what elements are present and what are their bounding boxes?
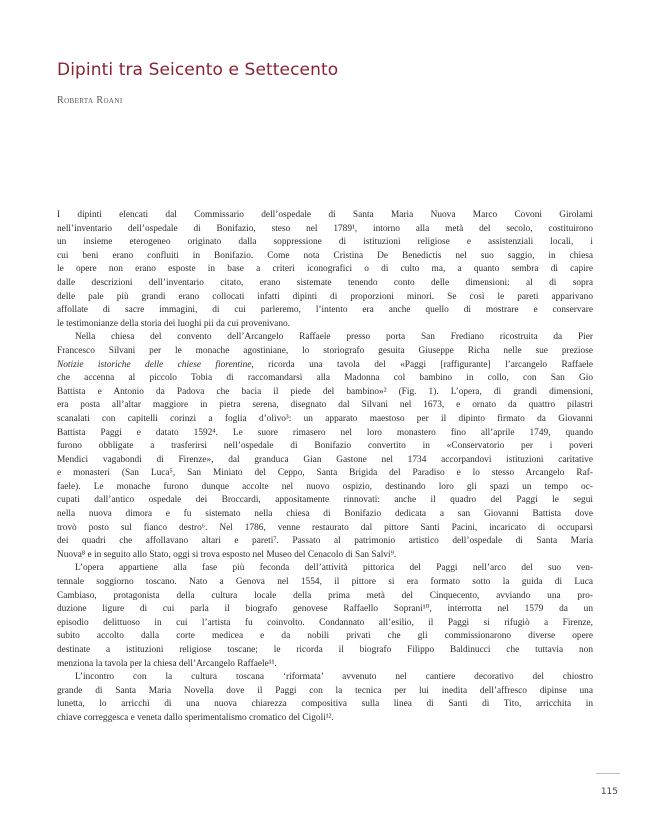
text-line: I dipinti elencati dal Commissario dell’ospedale di Santa Maria Nuova Marco Covoni Girolami xyxy=(57,210,593,220)
text-line: Nuova⁸ e in seguito allo Stato, oggi si trova esposto nel Museo del Cenacolo di San Salvi⁹. xyxy=(57,549,397,560)
text-line: dalle descrizioni dell’inventario citato, erano sistemate tenendo conto delle dimensioni: al di sopra xyxy=(57,277,593,288)
text-line: delle pale più grandi erano collocati infatti dipinti di proporzioni minori. Se così le pareti apparivano xyxy=(57,291,593,302)
text-line: episodio delittuoso in cui l’artista fu coinvolto. Condannato all’esilio, il Paggi si rifugiò a Firenze, xyxy=(57,617,593,628)
text-line: affollate di sacre immagini, di cui parleremo, l’intento era anche quello di mostrare e conservare xyxy=(57,305,593,316)
text-line: e monasteri (San Luca⁵, San Miniato del Ceppo, Santa Brigida del Paradiso e lo stesso Arcangelo Raf- xyxy=(57,468,593,479)
text-line: faele). Le monache furono dunque accolte nel nuovo ospizio, destinando loro gli spazi un tempo oc- xyxy=(57,481,593,492)
text-line: le testimonianze della storia dei luoghi pii da cui provenivano. xyxy=(57,318,291,329)
text-line: menziona la tavola per la chiesa dell’Arcangelo Raffaele¹¹. xyxy=(57,658,277,669)
article-title: Dipinti tra Seicento e Settecento xyxy=(57,60,339,80)
text-line: cui beni erano confluiti in Bonifazio. Come nota Cristina De Benedictis nel suo saggio, in chiesa xyxy=(57,250,593,261)
text-line: lunetta, lo arricchì di una nuova chiarezza compositiva sulla linea di Santi di Tito, arricchita in xyxy=(57,699,593,710)
text-line: era posta all’altar maggiore in pietra serena, disegnato dal Silvani nel 1673, e ornato da quattro pilastri xyxy=(57,400,593,411)
text-line: Battista Paggi e datato 1592⁴. Le suore rimasero nel loro monastero fino all’aprile 1749, quando xyxy=(57,427,593,438)
text-line: L’opera appartiene alla fase più feconda dell’attività pittorica del Paggi nell’arco del suo ven- xyxy=(75,563,593,574)
text-line: destinate a istituzioni religiose toscane; le ricorda il biografo Filippo Baldinucci che tuttavia non xyxy=(57,645,593,655)
text-line: furono obbligate a trasferirsi nell’ospedale di Bonifazio convertito in «Conservatorio per i poveri xyxy=(57,441,593,452)
text-line: grande di Santa Maria Novella dove il Paggi con la tecnica per lui inedita dell’affresco dipinse una xyxy=(57,685,593,696)
text-line: dei quadri che affollavano altari e pareti⁷. Passato al patrimonio artistico dell’ospedale di Santa Maria xyxy=(57,536,593,547)
text-line: Francesco Silvani per le monache agostiniane, lo storiografo gesuita Giuseppe Richa nelle sue preziose xyxy=(57,345,593,356)
text-line: che accenna al piccolo Tobia di raccomandarsi alla Madonna col bambino in collo, con San Gio xyxy=(57,373,593,384)
text-line: Nella chiesa del convento dell’Arcangelo Raffaele presso porta San Frediano ricostruita da Pier xyxy=(75,332,593,343)
author-name: Roberta Roani xyxy=(57,95,123,106)
article-body xyxy=(57,209,593,726)
text-line: chiave correggesca e veneta dallo sperimentalismo cromatico del Cigoli¹². xyxy=(57,712,334,723)
text-line: subito accolto dalla corte medicea e da nobili privati che gli commissionarono diverse opere xyxy=(57,631,593,642)
text-line: scanalati con capitelli corinzi a foglia d’olivo³: un apparato maestoso per il dipinto firmato da Giovanni xyxy=(57,413,593,424)
text-line: trovò posto sul fianco destro⁶. Nel 1786, venne restaurato dal pittore Santi Pacini, incaricato di occuparsi xyxy=(57,522,593,533)
text-line: nella nuova dimora e fu sistemato nella chiesa di Bonifazio dedicata a san Giovanni Battista dove xyxy=(57,509,593,520)
book-title: Notizie istoriche delle chiese fiorentine xyxy=(57,359,252,370)
text-line: un insieme eterogeneo originato dalla soppressione di istituzioni religiose e assistenziali locali, i xyxy=(57,237,593,248)
footer-rule xyxy=(596,773,620,774)
text-line: L’incontro con la cultura toscana ‘riformata’ avvenuto nel cantiere decorativo del chiostro xyxy=(75,672,593,683)
text-line: Mendici vagabondi di Firenze», dal granduca Gian Gastone nel 1734 accorpandovi istituzioni caritative xyxy=(57,454,593,465)
text-line: nell’inventario dell’ospedale di Bonifazio, steso nel 1789¹, intorno alla metà del secolo, costituirono xyxy=(57,223,593,234)
text-line: Cambiaso, protagonista della cultura locale della prima metà del Cinquecento, avviando una pro- xyxy=(57,590,593,601)
text-line: tennale soggiorno toscano. Nato a Genova nel 1554, il pittore si era formato sotto la guida di Luca xyxy=(57,577,593,588)
text-line: cupati dall’antico ospedale dei Broccardi, appositamente rinnovati: anche il quadro del Paggi le seguì xyxy=(57,495,593,506)
text-line: le opere non erano esposte in base a criteri iconografici o di culto ma, a quanto sembra di capire xyxy=(57,264,593,275)
text-line: Notizie istoriche delle chiese fiorentine, ricorda una tavola del «Paggi [raffigurante] l’arcangelo Raffaele xyxy=(57,359,593,370)
page-number: 115 xyxy=(600,787,618,797)
text-line: Battista e Antonio da Padova che bacia il piede del bambino»² (Fig. 1). L’opera, di grandi dimensioni, xyxy=(57,386,593,397)
text-line: duzione ligure di cui parla il biografo genovese Raffaello Soprani¹⁰, interrotta nel 1579 da un xyxy=(57,604,593,615)
